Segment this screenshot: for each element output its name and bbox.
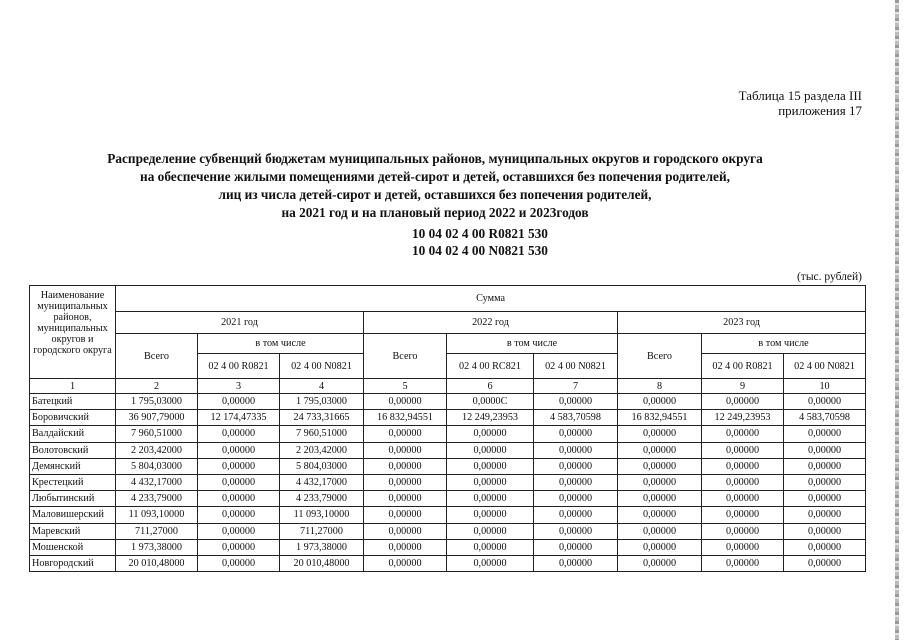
header-year-2022: 2022 год [364, 312, 618, 334]
title-line: лиц из числа детей-сирот и детей, оставшихся без попечения родителей, [218, 187, 652, 202]
amount-cell: 11 093,10000 [116, 507, 198, 523]
amount-cell: 0,00000 [618, 394, 702, 410]
district-name-cell: Батецкий [30, 394, 116, 410]
district-name-cell: Мошенской [30, 539, 116, 555]
amount-cell: 24 733,31665 [280, 410, 364, 426]
amount-cell: 20 010,48000 [280, 555, 364, 571]
header-including-2023: в том числе [702, 334, 866, 354]
amount-cell: 0,00000 [784, 539, 866, 555]
amount-cell: 5 804,03000 [116, 458, 198, 474]
document-title [40, 150, 830, 222]
column-number: 10 [784, 379, 866, 394]
amount-cell: 0,00000 [447, 458, 534, 474]
table-row [30, 442, 866, 458]
header-code: 02 4 00 R0821 [198, 354, 280, 379]
amount-cell: 0,00000 [198, 394, 280, 410]
amount-cell: 0,00000 [618, 539, 702, 555]
amount-cell: 1 795,03000 [116, 394, 198, 410]
amount-cell: 0,00000 [447, 442, 534, 458]
amount-cell: 0,00000 [364, 442, 447, 458]
amount-cell: 0,00000 [702, 458, 784, 474]
district-name-cell: Волотовский [30, 442, 116, 458]
reference-line-appendix: приложения 17 [778, 103, 862, 118]
amount-cell: 1 973,38000 [280, 539, 364, 555]
amount-cell: 7 960,51000 [280, 426, 364, 442]
amount-cell: 16 832,94551 [618, 410, 702, 426]
table-body [30, 394, 866, 572]
header-including-2022: в том числе [447, 334, 618, 354]
subvention-table [29, 285, 866, 572]
column-number: 6 [447, 379, 534, 394]
header-total-2021: Всего [116, 334, 198, 379]
amount-cell: 0,00000 [534, 458, 618, 474]
amount-cell: 0,00000 [702, 555, 784, 571]
amount-cell: 4 432,17000 [280, 474, 364, 490]
header-year-2023: 2023 год [618, 312, 866, 334]
amount-cell: 0,00000 [534, 491, 618, 507]
amount-cell: 0,00000 [364, 555, 447, 571]
amount-cell: 0,00000 [702, 507, 784, 523]
title-line: Распределение субвенций бюджетам муниципальных районов, муниципальных округов и городского округа [107, 151, 763, 166]
amount-cell: 0,00000 [702, 523, 784, 539]
amount-cell: 4 583,70598 [784, 410, 866, 426]
amount-cell: 0,00000 [364, 394, 447, 410]
header-sum: Сумма [116, 286, 866, 312]
amount-cell: 0,00000 [784, 491, 866, 507]
amount-cell: 2 203,42000 [280, 442, 364, 458]
amount-cell: 0,00000 [364, 507, 447, 523]
amount-cell: 0,00000 [447, 523, 534, 539]
budget-code-line: 10 04 02 4 00 R0821 530 [412, 226, 548, 241]
title-line: на 2021 год и на плановый период 2022 и 2023годов [281, 205, 589, 220]
amount-cell: 0,00000 [447, 507, 534, 523]
amount-cell: 0,00000 [364, 458, 447, 474]
header-district-name: Наименование муниципальных районов, муниципальных округов и городского округа [30, 286, 116, 379]
district-name-cell: Любытинский [30, 491, 116, 507]
column-number: 2 [116, 379, 198, 394]
amount-cell: 0,00000 [784, 523, 866, 539]
district-name-cell: Новгородский [30, 555, 116, 571]
amount-cell: 1 973,38000 [116, 539, 198, 555]
header-code: 02 4 00 R0821 [702, 354, 784, 379]
amount-cell: 0,00000 [534, 555, 618, 571]
header-year-2021: 2021 год [116, 312, 364, 334]
header-code: 02 4 00 RC821 [447, 354, 534, 379]
column-number: 8 [618, 379, 702, 394]
amount-cell: 0,00000 [534, 442, 618, 458]
amount-cell: 5 804,03000 [280, 458, 364, 474]
header-code: 02 4 00 N0821 [280, 354, 364, 379]
amount-cell: 0,00000 [702, 491, 784, 507]
amount-cell: 0,00000 [784, 555, 866, 571]
amount-cell: 0,00000 [447, 539, 534, 555]
amount-cell: 0,00000 [534, 539, 618, 555]
amount-cell: 0,00000 [534, 523, 618, 539]
amount-cell: 4 583,70598 [534, 410, 618, 426]
table-row [30, 426, 866, 442]
table-row [30, 410, 866, 426]
amount-cell: 0,00000 [198, 458, 280, 474]
amount-cell: 0,00000 [784, 394, 866, 410]
table-row [30, 539, 866, 555]
header-code: 02 4 00 N0821 [784, 354, 866, 379]
amount-cell: 4 233,79000 [116, 491, 198, 507]
amount-cell: 0,00000 [364, 539, 447, 555]
column-number: 5 [364, 379, 447, 394]
amount-cell: 0,00000 [534, 474, 618, 490]
district-name-cell: Маревский [30, 523, 116, 539]
amount-cell: 0,00000 [198, 523, 280, 539]
amount-cell: 20 010,48000 [116, 555, 198, 571]
amount-cell: 0,00000 [702, 442, 784, 458]
amount-cell: 0,00000 [198, 507, 280, 523]
amount-cell: 11 093,10000 [280, 507, 364, 523]
district-name-cell: Валдайский [30, 426, 116, 442]
amount-cell: 12 249,23953 [447, 410, 534, 426]
header-total-2023: Всего [618, 334, 702, 379]
amount-cell: 0,00000 [618, 555, 702, 571]
header-code: 02 4 00 N0821 [534, 354, 618, 379]
amount-cell: 0,00000 [364, 426, 447, 442]
amount-cell: 0,00000 [618, 523, 702, 539]
column-number: 9 [702, 379, 784, 394]
table-row [30, 458, 866, 474]
scan-edge-artifact [895, 0, 899, 640]
amount-cell: 4 233,79000 [280, 491, 364, 507]
district-name-cell: Демянский [30, 458, 116, 474]
amount-cell: 0,00000 [618, 474, 702, 490]
amount-cell: 0,00000 [447, 426, 534, 442]
table-row [30, 394, 866, 410]
amount-cell: 0,00000 [198, 555, 280, 571]
table-row [30, 523, 866, 539]
header-including-2021: в том числе [198, 334, 364, 354]
amount-cell: 0,00000 [702, 394, 784, 410]
amount-cell: 0,00000 [534, 426, 618, 442]
amount-cell: 0,00000 [198, 426, 280, 442]
table-row [30, 491, 866, 507]
amount-cell: 0,00000 [618, 507, 702, 523]
amount-cell: 0,0000C [447, 394, 534, 410]
district-name-cell: Крестецкий [30, 474, 116, 490]
budget-codes [40, 225, 905, 259]
district-name-cell: Боровичский [30, 410, 116, 426]
reference-line-table: Таблица 15 раздела III [738, 88, 862, 103]
amount-cell: 0,00000 [702, 426, 784, 442]
amount-cell: 2 203,42000 [116, 442, 198, 458]
amount-cell: 0,00000 [784, 507, 866, 523]
amount-cell: 0,00000 [198, 474, 280, 490]
amount-cell: 0,00000 [447, 474, 534, 490]
amount-cell: 0,00000 [702, 539, 784, 555]
amount-cell: 0,00000 [447, 555, 534, 571]
amount-cell: 0,00000 [618, 426, 702, 442]
header-total-2022: Всего [364, 334, 447, 379]
amount-cell: 0,00000 [784, 426, 866, 442]
amount-cell: 0,00000 [784, 474, 866, 490]
amount-cell: 0,00000 [534, 394, 618, 410]
amount-cell: 0,00000 [618, 442, 702, 458]
amount-cell: 1 795,03000 [280, 394, 364, 410]
table-row [30, 507, 866, 523]
amount-cell: 0,00000 [784, 442, 866, 458]
column-number: 3 [198, 379, 280, 394]
table-row [30, 474, 866, 490]
amount-cell: 7 960,51000 [116, 426, 198, 442]
amount-cell: 0,00000 [364, 523, 447, 539]
amount-cell: 0,00000 [702, 474, 784, 490]
amount-cell: 0,00000 [447, 491, 534, 507]
amount-cell: 12 249,23953 [702, 410, 784, 426]
title-line: на обеспечение жилыми помещениями детей-сирот и детей, оставшихся без попечения родителей, [140, 169, 730, 184]
amount-cell: 0,00000 [534, 507, 618, 523]
amount-cell: 711,27000 [280, 523, 364, 539]
amount-cell: 0,00000 [618, 491, 702, 507]
column-number: 4 [280, 379, 364, 394]
amount-cell: 0,00000 [618, 458, 702, 474]
document-reference [739, 88, 862, 118]
amount-cell: 16 832,94551 [364, 410, 447, 426]
table-row [30, 555, 866, 571]
amount-cell: 0,00000 [364, 474, 447, 490]
amount-cell: 4 432,17000 [116, 474, 198, 490]
district-name-cell: Маловишерский [30, 507, 116, 523]
column-number: 7 [534, 379, 618, 394]
budget-code-line: 10 04 02 4 00 N0821 530 [412, 243, 548, 258]
amount-cell: 0,00000 [198, 539, 280, 555]
amount-cell: 12 174,47335 [198, 410, 280, 426]
amount-cell: 36 907,79000 [116, 410, 198, 426]
column-number: 1 [30, 379, 116, 394]
amount-cell: 0,00000 [198, 442, 280, 458]
amount-cell: 711,27000 [116, 523, 198, 539]
amount-cell: 0,00000 [364, 491, 447, 507]
unit-label: (тыс. рублей) [796, 271, 862, 283]
amount-cell: 0,00000 [198, 491, 280, 507]
amount-cell: 0,00000 [784, 458, 866, 474]
